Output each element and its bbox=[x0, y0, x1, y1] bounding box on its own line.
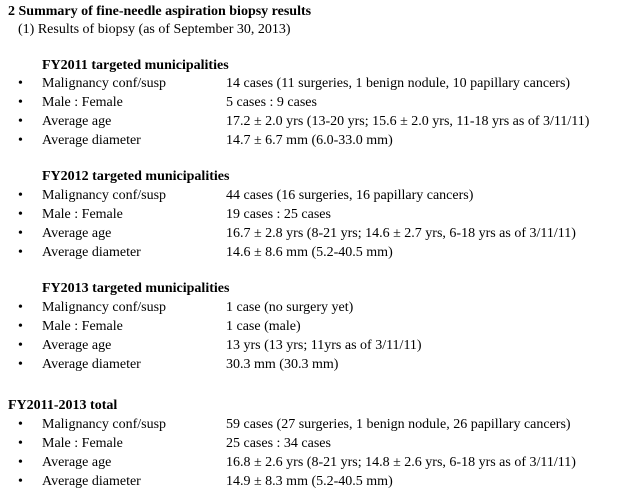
row-value: 1 case (male) bbox=[226, 319, 301, 334]
row-value: 16.7 ± 2.8 yrs (8-21 yrs; 14.6 ± 2.7 yrs, 6-18 yrs as of 3/11/11) bbox=[226, 226, 576, 241]
row-value: 59 cases (27 surgeries, 1 benign nodule, 26 papillary cancers) bbox=[226, 417, 571, 432]
bullet: • bbox=[18, 188, 23, 203]
row-label: Average diameter bbox=[42, 357, 141, 372]
row-value: 14.6 ± 8.6 mm (5.2-40.5 mm) bbox=[226, 245, 393, 260]
row-label: Male : Female bbox=[42, 436, 123, 451]
bullet: • bbox=[18, 319, 23, 334]
row-label: Average diameter bbox=[42, 245, 141, 260]
list-item bbox=[0, 473, 640, 491]
list-item bbox=[0, 318, 640, 336]
row-value: 16.8 ± 2.6 yrs (8-21 yrs; 14.8 ± 2.6 yrs, 6-18 yrs as of 3/11/11) bbox=[226, 455, 576, 470]
row-value: 44 cases (16 surgeries, 16 papillary cancers) bbox=[226, 188, 474, 203]
row-label: Average diameter bbox=[42, 474, 141, 489]
bullet: • bbox=[18, 245, 23, 260]
bullet: • bbox=[18, 474, 23, 489]
bullet: • bbox=[18, 436, 23, 451]
list-item bbox=[0, 337, 640, 355]
list-item bbox=[0, 435, 640, 453]
row-label: Average diameter bbox=[42, 133, 141, 148]
row-label: Malignancy conf/susp bbox=[42, 188, 167, 203]
list-item bbox=[0, 225, 640, 243]
bullet: • bbox=[18, 76, 23, 91]
list-item bbox=[0, 206, 640, 224]
list-item bbox=[0, 356, 640, 374]
row-label: Malignancy conf/susp bbox=[42, 417, 167, 432]
row-value: 14 cases (11 surgeries, 1 benign nodule, 10 papillary cancers) bbox=[226, 76, 571, 91]
bullet: • bbox=[18, 455, 23, 470]
bullet: • bbox=[18, 207, 23, 222]
list-item bbox=[0, 187, 640, 205]
document-heading: 2 Summary of fine-needle aspiration biopsy results bbox=[8, 4, 312, 19]
row-value: 25 cases : 34 cases bbox=[226, 436, 331, 451]
row-label: Average age bbox=[42, 338, 112, 353]
row-label: Male : Female bbox=[42, 95, 123, 110]
row-value: 19 cases : 25 cases bbox=[226, 207, 331, 222]
row-value: 14.7 ± 6.7 mm (6.0-33.0 mm) bbox=[226, 133, 393, 148]
row-value: 13 yrs (13 yrs; 11yrs as of 3/11/11) bbox=[226, 338, 422, 353]
bullet: • bbox=[18, 300, 23, 315]
row-label: Male : Female bbox=[42, 319, 123, 334]
document-subheading: (1) Results of biopsy (as of September 30, 2013) bbox=[18, 22, 291, 37]
section-title-fy2012: FY2012 targeted municipalities bbox=[42, 169, 230, 184]
bullet: • bbox=[18, 95, 23, 110]
list-item bbox=[0, 299, 640, 317]
row-label: Average age bbox=[42, 226, 112, 241]
row-label: Malignancy conf/susp bbox=[42, 76, 167, 91]
list-item bbox=[0, 454, 640, 472]
row-value: 14.9 ± 8.3 mm (5.2-40.5 mm) bbox=[226, 474, 393, 489]
row-label: Male : Female bbox=[42, 207, 123, 222]
list-item bbox=[0, 113, 640, 131]
bullet: • bbox=[18, 417, 23, 432]
bullet: • bbox=[18, 338, 23, 353]
row-label: Average age bbox=[42, 455, 112, 470]
list-item bbox=[0, 132, 640, 150]
section-title-fy2013: FY2013 targeted municipalities bbox=[42, 281, 230, 296]
row-label: Malignancy conf/susp bbox=[42, 300, 167, 315]
list-item bbox=[0, 75, 640, 93]
bullet: • bbox=[18, 133, 23, 148]
bullet: • bbox=[18, 357, 23, 372]
bullet: • bbox=[18, 114, 23, 129]
row-value: 17.2 ± 2.0 yrs (13-20 yrs; 15.6 ± 2.0 yrs, 11-18 yrs as of 3/11/11) bbox=[226, 114, 590, 129]
row-value: 30.3 mm (30.3 mm) bbox=[226, 357, 339, 372]
bullet: • bbox=[18, 226, 23, 241]
row-value: 1 case (no surgery yet) bbox=[226, 300, 354, 315]
list-item bbox=[0, 244, 640, 262]
list-item bbox=[0, 416, 640, 434]
row-value: 5 cases : 9 cases bbox=[226, 95, 317, 110]
section-title-fy2011: FY2011 targeted municipalities bbox=[42, 58, 229, 73]
list-item bbox=[0, 94, 640, 112]
row-label: Average age bbox=[42, 114, 112, 129]
section-title-total: FY2011-2013 total bbox=[8, 398, 118, 413]
